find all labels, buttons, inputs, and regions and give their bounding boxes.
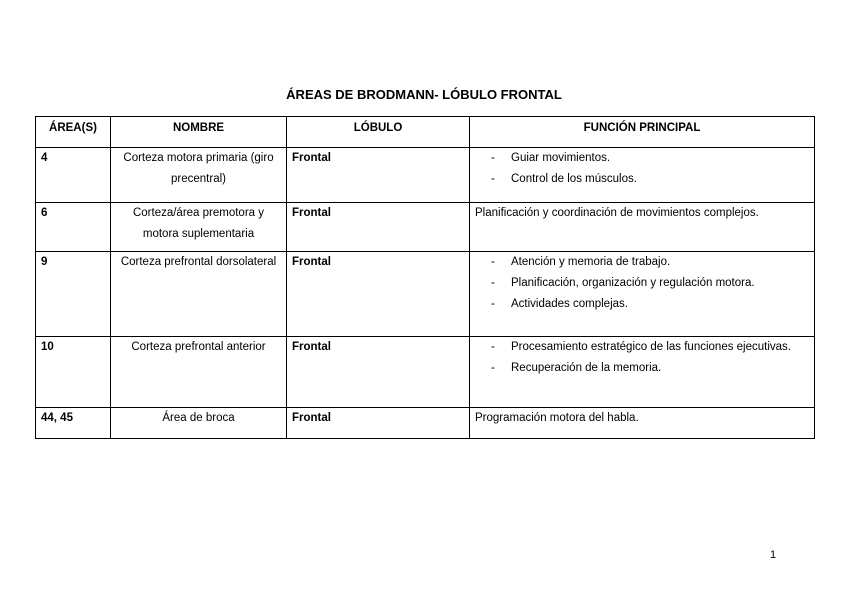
header-lobulo: LÓBULO <box>287 117 470 148</box>
list-item: - Guiar movimientos. <box>491 148 809 169</box>
cell-nombre: Área de broca <box>111 408 287 439</box>
table-row <box>36 337 815 408</box>
function-list <box>475 337 809 379</box>
cell-lobulo: Frontal <box>287 408 470 439</box>
list-item: - Planificación, organización y regulación motora. <box>491 273 809 294</box>
cell-nombre: Corteza prefrontal dorsolateral <box>111 252 287 337</box>
function-list <box>475 252 809 315</box>
table-header-row <box>36 117 815 148</box>
brodmann-areas-table <box>35 116 815 439</box>
function-list <box>475 148 809 190</box>
page-number: 1 <box>770 549 777 561</box>
list-item: - Procesamiento estratégico de las funciones ejecutivas. <box>491 337 809 358</box>
cell-area: 10 <box>36 337 111 408</box>
cell-lobulo: Frontal <box>287 148 470 203</box>
cell-funcion: Programación motora del habla. <box>470 408 815 439</box>
cell-lobulo: Frontal <box>287 203 470 252</box>
table-row <box>36 203 815 252</box>
cell-funcion: Planificación y coordinación de movimientos complejos. <box>470 203 815 252</box>
header-area: ÁREA(S) <box>36 117 111 148</box>
cell-lobulo: Frontal <box>287 337 470 408</box>
list-item: - Atención y memoria de trabajo. <box>491 252 809 273</box>
header-nombre: NOMBRE <box>111 117 287 148</box>
cell-area: 44, 45 <box>36 408 111 439</box>
cell-area: 6 <box>36 203 111 252</box>
table-row <box>36 252 815 337</box>
cell-nombre: Corteza/área premotora y motora suplementaria <box>111 203 287 252</box>
cell-area: 9 <box>36 252 111 337</box>
table-row <box>36 408 815 439</box>
cell-funcion <box>470 252 815 337</box>
cell-nombre: Corteza motora primaria (giro precentral) <box>111 148 287 203</box>
cell-nombre: Corteza prefrontal anterior <box>111 337 287 408</box>
header-funcion: FUNCIÓN PRINCIPAL <box>470 117 815 148</box>
list-item: - Control de los músculos. <box>491 169 809 190</box>
list-item: - Recuperación de la memoria. <box>491 358 809 379</box>
list-item: - Actividades complejas. <box>491 294 809 315</box>
cell-funcion <box>470 337 815 408</box>
cell-lobulo: Frontal <box>287 252 470 337</box>
table-row <box>36 148 815 203</box>
document-title: ÁREAS DE BRODMANN- LÓBULO FRONTAL <box>286 87 562 102</box>
cell-area: 4 <box>36 148 111 203</box>
cell-funcion <box>470 148 815 203</box>
